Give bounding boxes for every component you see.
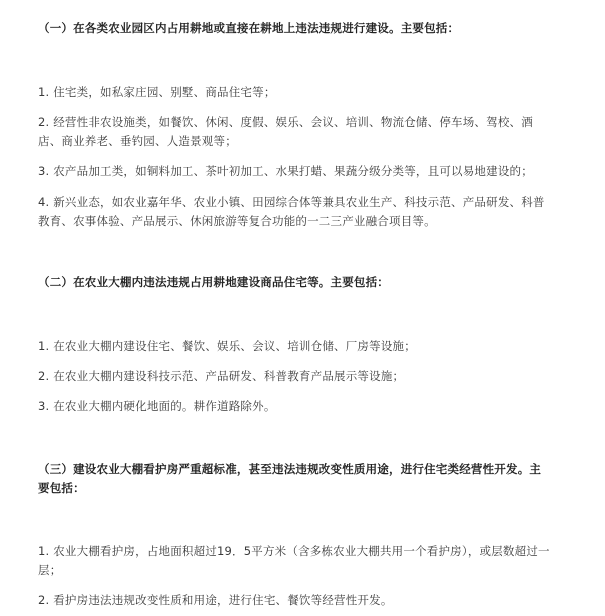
section-3-heading-line-1: （三）建设农业大棚看护房严重超标准，甚至违法违规改变性质用途，进行住宅类经营性开发。主	[38, 462, 542, 476]
section-1-item-4-line-2: 教育、农事体验、产品展示、休闲旅游等复合功能的一二三产业融合项目等。	[38, 214, 436, 228]
section-1-item-2-line-1: 2. 经营性非农设施类，如餐饮、休闲、度假、娱乐、会议、培训、物流仓储、停车场、驾校、酒	[38, 115, 533, 129]
section-1-item-1: 1. 住宅类，如私家庄园、别墅、商品住宅等；	[38, 85, 276, 99]
section-3-item-2: 2. 看护房违法违规改变性质和用途，进行住宅、餐饮等经营性开发。	[38, 593, 393, 607]
section-1-item-3: 3. 农产品加工类，如铜料加工、茶叶初加工、水果打蜡、果蔬分级分类等，且可以易地建设的；	[38, 164, 533, 178]
section-2-heading: （二）在农业大棚内违法违规占用耕地建设商品住宅等。主要包括：	[38, 275, 389, 289]
section-3-item-1-line-1: 1. 农业大棚看护房，占地面积超过19．5平方米（含多栋农业大棚共用一个看护房），或层数超过一	[38, 544, 550, 558]
section-2-item-3: 3. 在农业大棚内硬化地面的。耕作道路除外。	[38, 399, 276, 413]
section-1-item-4-line-1: 4. 新兴业态，如农业嘉年华、农业小镇、田园综合体等兼具农业生产、科技示范、产品研发、科普	[38, 195, 545, 209]
section-1-heading: （一）在各类农业园区内占用耕地或直接在耕地上违法违规进行建设。主要包括：	[38, 21, 460, 35]
section-2-item-2: 2. 在农业大棚内建设科技示范、产品研发、科普教育产品展示等设施；	[38, 369, 405, 383]
section-3-item-1-line-2: 层；	[38, 563, 62, 577]
section-3-heading-line-2: 要包括：	[38, 481, 85, 495]
section-2-item-1: 1. 在农业大棚内建设住宅、餐饮、娱乐、会议、培训仓储、厂房等设施；	[38, 339, 416, 353]
section-1-item-2-line-2: 店、商业养老、垂钓园、人造景观等；	[38, 134, 237, 148]
